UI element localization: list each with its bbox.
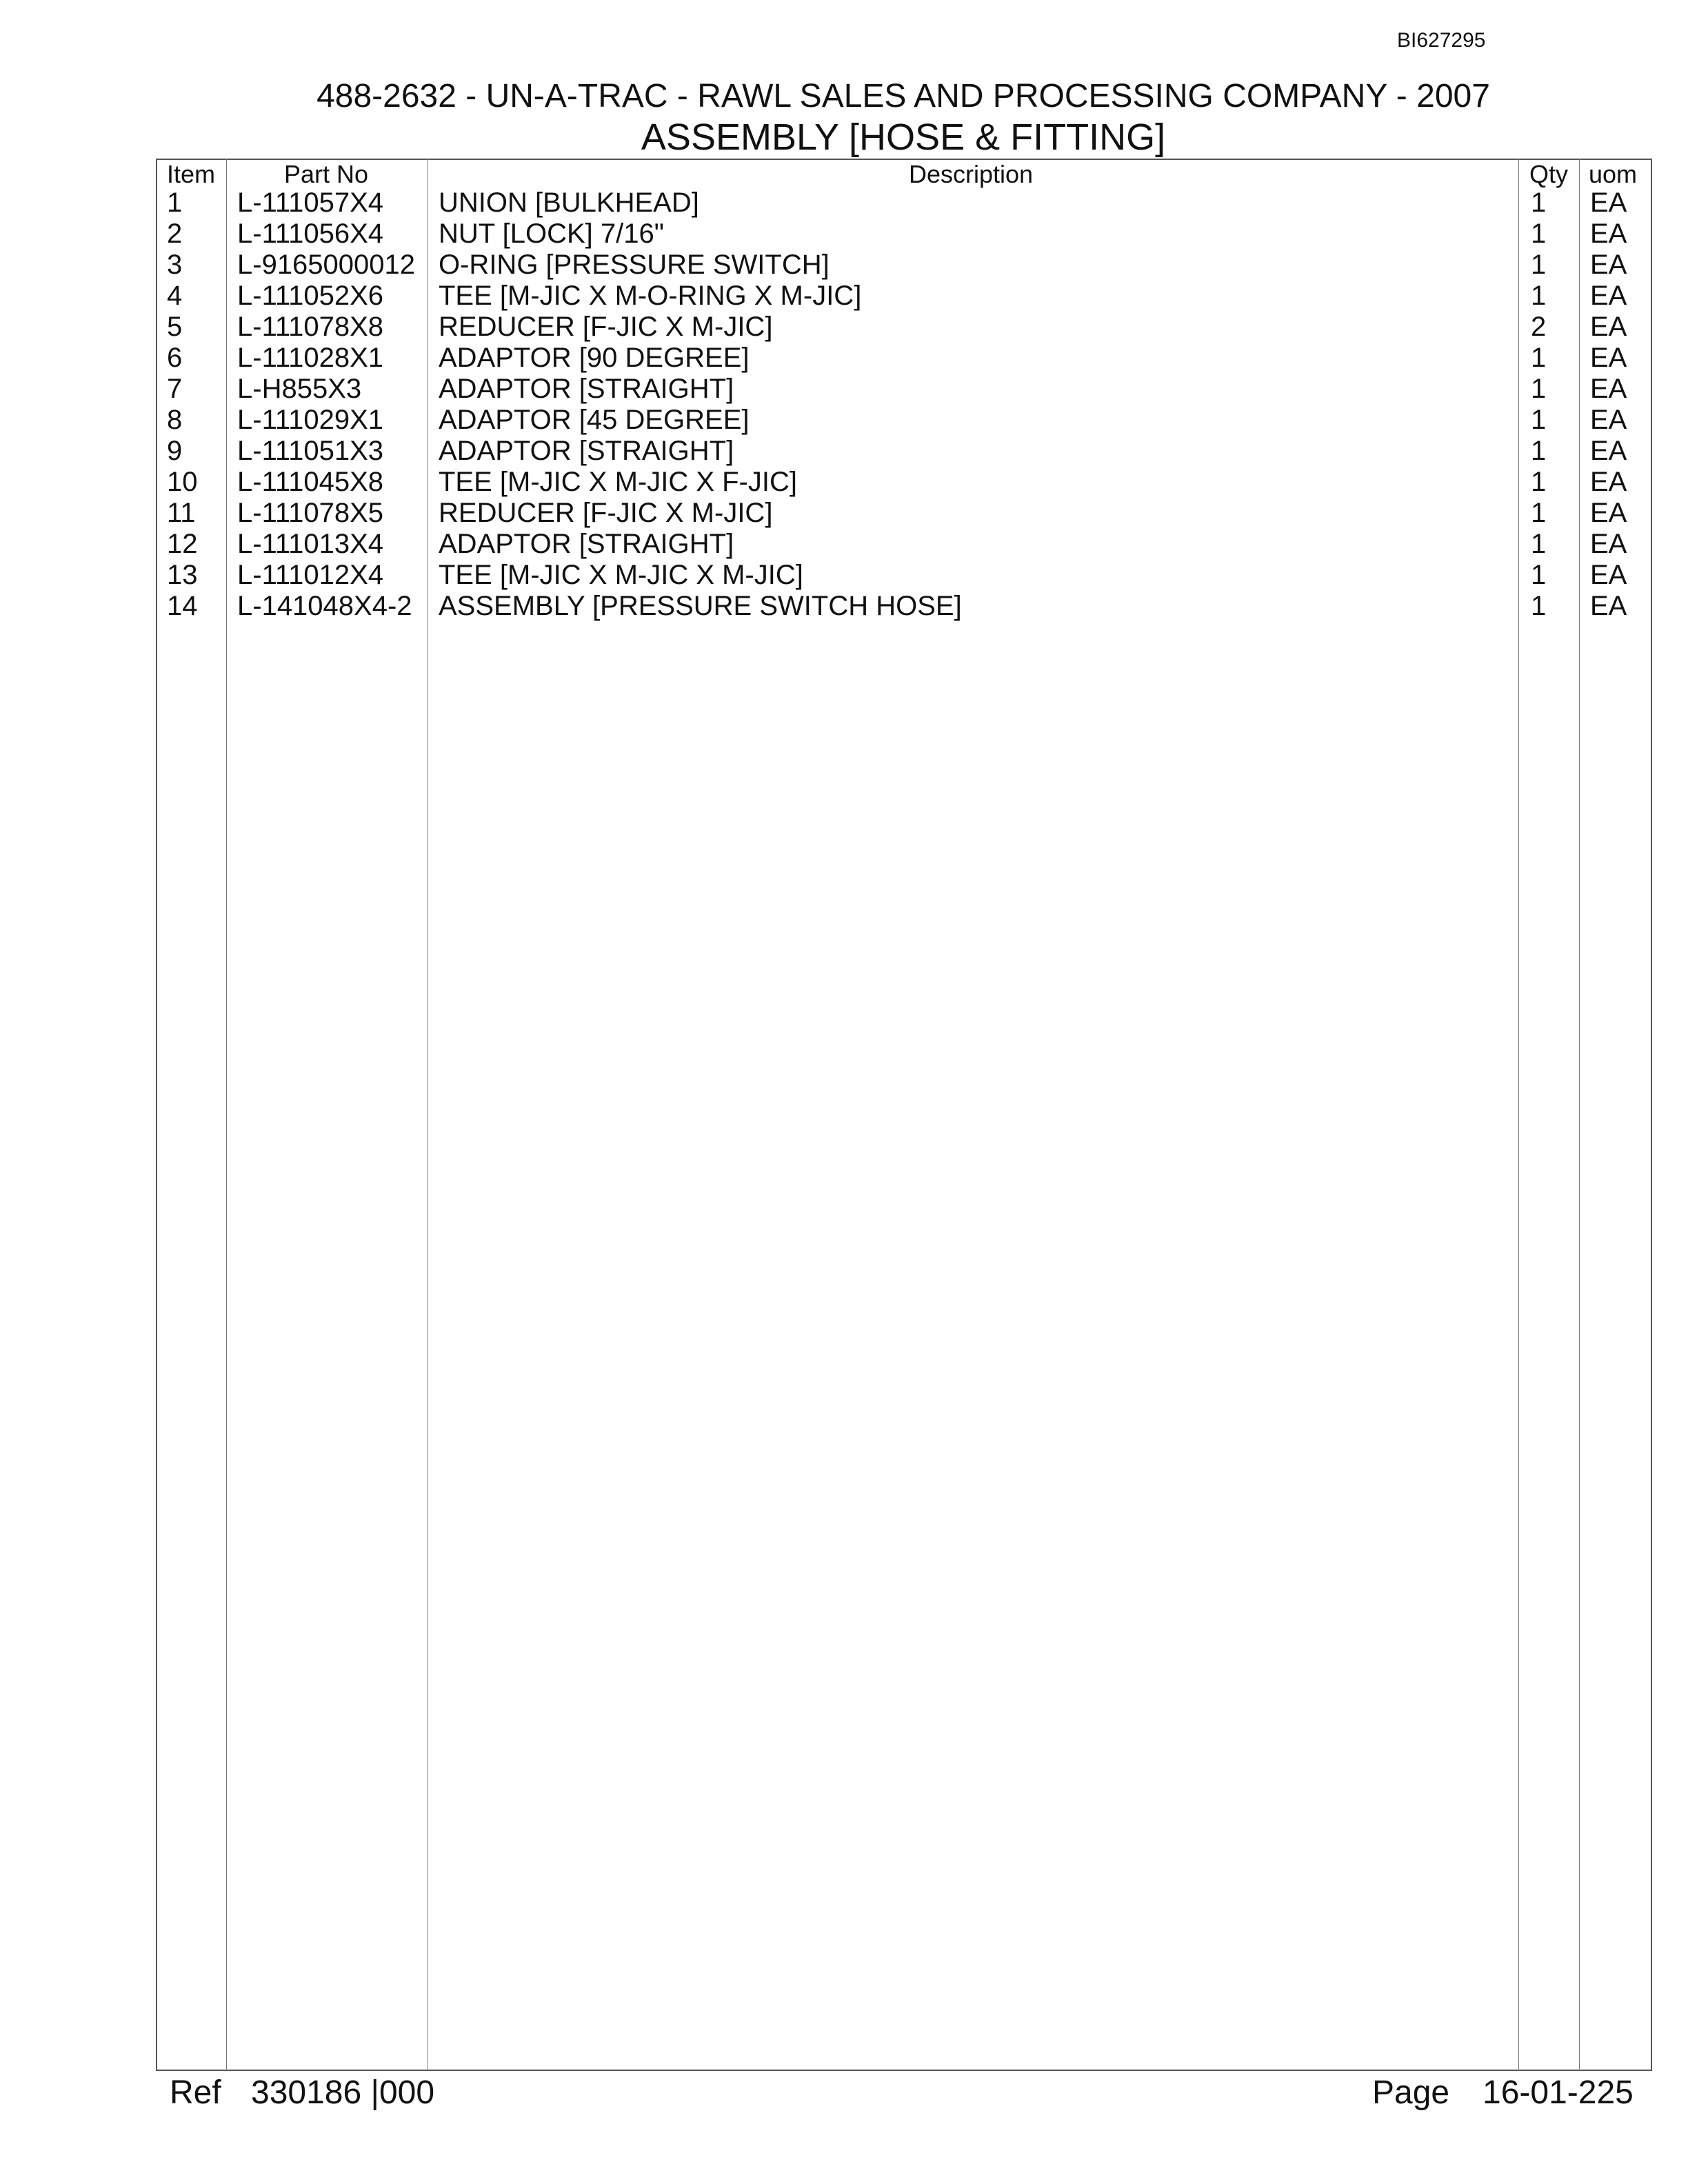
- row-qty: 2: [1531, 312, 1547, 342]
- row-uom: EA: [1590, 436, 1627, 466]
- header-item: Item: [167, 160, 216, 188]
- row-part-no: L-111012X4: [237, 560, 384, 590]
- row-part-no: L-111045X8: [237, 467, 384, 497]
- row-uom: EA: [1590, 591, 1627, 621]
- row-qty: 1: [1531, 250, 1547, 280]
- row-description: ADAPTOR [STRAIGHT]: [439, 374, 734, 404]
- row-item: 4: [167, 281, 183, 311]
- row-qty: 1: [1531, 219, 1547, 249]
- row-uom: EA: [1590, 312, 1627, 342]
- row-uom: EA: [1590, 498, 1627, 528]
- document-id: BI627295: [1397, 29, 1486, 52]
- row-qty: 1: [1531, 591, 1547, 621]
- row-item: 6: [167, 343, 183, 373]
- row-qty: 1: [1531, 498, 1547, 528]
- row-uom: EA: [1590, 219, 1627, 249]
- row-item: 10: [167, 467, 198, 497]
- row-uom: EA: [1590, 374, 1627, 404]
- header-description: Description: [909, 160, 1034, 188]
- row-description: ADAPTOR [STRAIGHT]: [439, 529, 734, 559]
- row-part-no: L-111057X4: [237, 188, 384, 218]
- row-qty: 1: [1531, 560, 1547, 590]
- row-description: O-RING [PRESSURE SWITCH]: [439, 250, 830, 280]
- row-part-no: L-111029X1: [237, 405, 384, 435]
- row-description: ADAPTOR [90 DEGREE]: [439, 343, 750, 373]
- row-description: REDUCER [F-JIC X M-JIC]: [439, 498, 773, 528]
- header-qty: Qty: [1529, 160, 1569, 188]
- row-qty: 1: [1531, 436, 1547, 466]
- row-qty: 1: [1531, 374, 1547, 404]
- row-part-no: L-111028X1: [237, 343, 384, 373]
- row-description: ADAPTOR [45 DEGREE]: [439, 405, 750, 435]
- row-part-no: L-111078X5: [237, 498, 384, 528]
- row-description: NUT [LOCK] 7/16": [439, 219, 664, 249]
- row-item: 9: [167, 436, 183, 466]
- row-part-no: L-111052X6: [237, 281, 384, 311]
- row-qty: 1: [1531, 529, 1547, 559]
- row-uom: EA: [1590, 529, 1627, 559]
- row-item: 5: [167, 312, 183, 342]
- row-part-no: L-111051X3: [237, 436, 384, 466]
- footer-ref-value: 330186 |000: [251, 2074, 435, 2111]
- row-uom: EA: [1590, 250, 1627, 280]
- page-subtitle: ASSEMBLY [HOSE & FITTING]: [641, 117, 1166, 158]
- row-uom: EA: [1590, 281, 1627, 311]
- header-part-no: Part No: [284, 160, 369, 188]
- column-divider: [1579, 159, 1580, 2071]
- header-uom: uom: [1589, 160, 1638, 188]
- row-item: 11: [167, 498, 196, 528]
- row-description: UNION [BULKHEAD]: [439, 188, 699, 218]
- row-qty: 1: [1531, 188, 1547, 218]
- row-uom: EA: [1590, 188, 1627, 218]
- row-description: ADAPTOR [STRAIGHT]: [439, 436, 734, 466]
- row-description: REDUCER [F-JIC X M-JIC]: [439, 312, 773, 342]
- row-qty: 1: [1531, 281, 1547, 311]
- page-title: 488-2632 - UN-A-TRAC - RAWL SALES AND PROCESSING COMPANY - 2007: [316, 78, 1490, 114]
- row-item: 7: [167, 374, 183, 404]
- row-part-no: L-111056X4: [237, 219, 384, 249]
- row-description: ASSEMBLY [PRESSURE SWITCH HOSE]: [439, 591, 962, 621]
- row-part-no: L-111013X4: [237, 529, 384, 559]
- row-part-no: L-9165000012: [237, 250, 416, 280]
- row-item: 2: [167, 219, 183, 249]
- row-uom: EA: [1590, 405, 1627, 435]
- footer-ref-label: Ref: [170, 2074, 221, 2111]
- row-uom: EA: [1590, 467, 1627, 497]
- row-qty: 1: [1531, 343, 1547, 373]
- row-item: 12: [167, 529, 198, 559]
- row-part-no: L-H855X3: [237, 374, 362, 404]
- row-uom: EA: [1590, 560, 1627, 590]
- column-divider: [226, 159, 227, 2071]
- row-qty: 1: [1531, 467, 1547, 497]
- row-part-no: L-111078X8: [237, 312, 384, 342]
- row-item: 3: [167, 250, 183, 280]
- row-item: 13: [167, 560, 198, 590]
- row-item: 1: [167, 188, 183, 218]
- row-item: 14: [167, 591, 198, 621]
- row-uom: EA: [1590, 343, 1627, 373]
- footer-page-label: Page: [1372, 2074, 1450, 2111]
- footer-page-value: 16-01-225: [1483, 2074, 1634, 2111]
- row-description: TEE [M-JIC X M-JIC X F-JIC]: [439, 467, 797, 497]
- column-divider: [1518, 159, 1519, 2071]
- row-description: TEE [M-JIC X M-O-RING X M-JIC]: [439, 281, 862, 311]
- row-description: TEE [M-JIC X M-JIC X M-JIC]: [439, 560, 803, 590]
- row-part-no: L-141048X4-2: [237, 591, 412, 621]
- row-item: 8: [167, 405, 183, 435]
- row-qty: 1: [1531, 405, 1547, 435]
